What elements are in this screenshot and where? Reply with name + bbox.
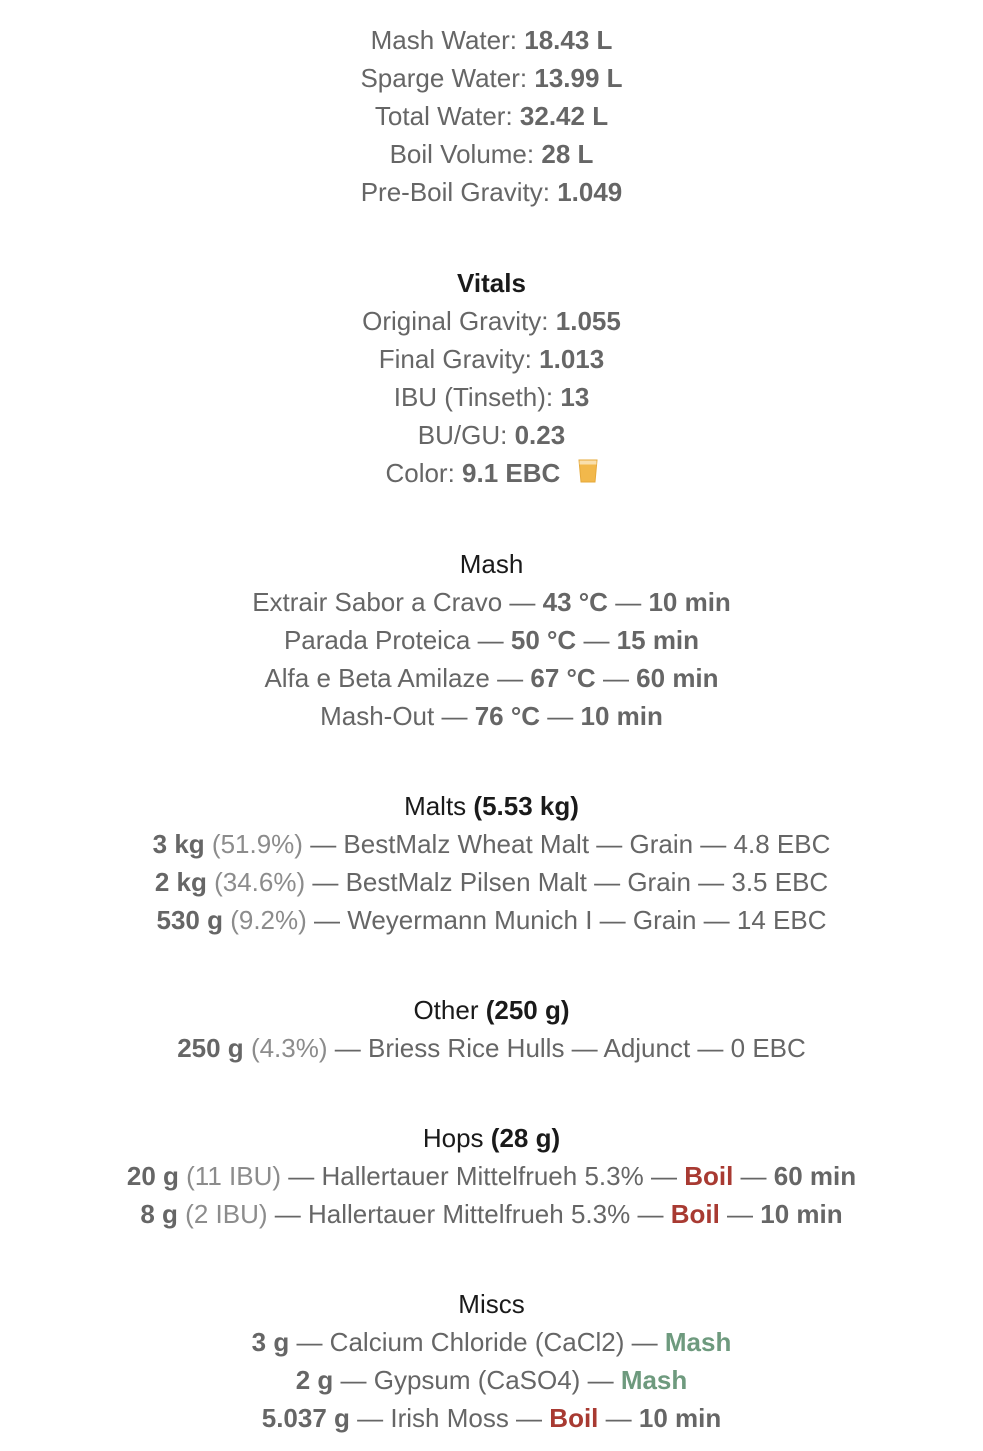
mash-step-time: 60 min [636,663,719,693]
ibu-label: IBU (Tinseth): [393,382,554,412]
hops-total: (28 g) [490,1123,561,1153]
hop-row [0,1157,983,1195]
mash-heading: Mash [459,549,524,579]
malt-row [0,901,983,939]
misc-time: 10 min [638,1403,722,1433]
hop-time: 60 min [773,1161,857,1191]
misc-row [0,1361,983,1399]
malt-percent: (9.2%) [230,905,307,935]
malt-amount: 2 kg [154,867,207,897]
malt-details: — Weyermann Munich I — Grain — 14 EBC [314,905,827,935]
beer-glass-icon [578,458,598,484]
mash-water-label: Mash Water: [370,25,517,55]
mash-step-row [0,697,983,735]
mash-step-time: 10 min [648,587,731,617]
separator: — [583,625,610,655]
misc-amount: 5.037 g [261,1403,350,1433]
separator: — [602,663,629,693]
mash-step-name: Parada Proteica [283,625,471,655]
mash-step-temp: 67 °C [530,663,596,693]
malt-row [0,863,983,901]
hops-heading [0,1119,983,1157]
mash-step-time: 10 min [580,701,663,731]
other-title: Other [413,995,479,1025]
mash-section [0,545,983,735]
mash-step-name: Mash-Out [320,701,435,731]
malt-amount: 3 kg [152,829,205,859]
other-total: (250 g) [485,995,570,1025]
original-gravity-row [0,302,983,340]
malt-amount: 530 g [156,905,223,935]
misc-use: Mash [620,1365,688,1395]
preboil-gravity-row [0,173,983,211]
preboil-gravity-label: Pre-Boil Gravity: [360,177,550,207]
separator: — [497,663,524,693]
mash-step-row [0,659,983,697]
hop-amount: 20 g [126,1161,179,1191]
mash-water-row [0,21,983,59]
total-water-label: Total Water: [374,101,513,131]
color-label: Color: [385,458,455,488]
hop-ibu: (2 IBU) [185,1199,268,1229]
malt-percent: (51.9%) [211,829,303,859]
vitals-section [0,264,983,492]
other-heading [0,991,983,1029]
separator: — [477,625,504,655]
separator: — [727,1199,754,1229]
separator: — [441,701,468,731]
misc-name: — Irish Moss — [357,1403,543,1433]
mash-step-temp: 76 °C [474,701,541,731]
separator: — [547,701,574,731]
misc-use: Boil [549,1403,599,1433]
ibu-row [0,378,983,416]
mash-step-name: Extrair Sabor a Cravo [252,587,503,617]
boil-volume-value: 28 L [541,139,594,169]
miscs-heading: Miscs [458,1289,525,1319]
misc-use: Mash [664,1327,732,1357]
mash-step-temp: 43 °C [542,587,608,617]
hop-name: — Hallertauer Mittelfrueh 5.3% — [274,1199,664,1229]
hops-section [0,1119,983,1233]
hop-amount: 8 g [140,1199,178,1229]
separator: — [740,1161,767,1191]
vitals-heading [0,264,983,302]
malt-details: — BestMalz Wheat Malt — Grain — 4.8 EBC [310,829,831,859]
misc-name: — Calcium Chloride (CaCl2) — [296,1327,658,1357]
vitals-title: Vitals [457,268,526,298]
color-value: 9.1 EBC [462,458,561,488]
sparge-water-label: Sparge Water: [360,63,528,93]
malts-section [0,787,983,939]
boil-volume-label: Boil Volume: [389,139,535,169]
other-section [0,991,983,1067]
water-section [0,21,983,211]
misc-amount: 3 g [251,1327,290,1357]
hop-name: — Hallertauer Mittelfrueh 5.3% — [288,1161,677,1191]
hop-ibu: (11 IBU) [186,1161,281,1191]
sparge-water-value: 13.99 L [534,63,623,93]
malt-percent: (34.6%) [214,867,306,897]
original-gravity-value: 1.055 [555,306,621,336]
final-gravity-label: Final Gravity: [378,344,532,374]
hops-title: Hops [422,1123,484,1153]
other-amount: 250 g [177,1033,244,1063]
malt-row [0,825,983,863]
bugu-label: BU/GU: [417,420,508,450]
hop-time: 10 min [760,1199,843,1229]
mash-step-row [0,583,983,621]
bugu-row [0,416,983,454]
mash-step-time: 15 min [616,625,700,655]
misc-row [0,1399,983,1437]
boil-volume-row [0,135,983,173]
final-gravity-row [0,340,983,378]
malts-title: Malts [404,791,467,821]
mash-water-value: 18.43 L [524,25,613,55]
malts-heading [0,787,983,825]
other-details: — Briess Rice Hulls — Adjunct — 0 EBC [334,1033,806,1063]
bugu-value: 0.23 [514,420,566,450]
separator: — [509,587,536,617]
preboil-gravity-value: 1.049 [557,177,623,207]
total-water-row [0,97,983,135]
total-water-value: 32.42 L [519,101,609,131]
mash-step-name: Alfa e Beta Amilaze [264,663,490,693]
separator: — [615,587,642,617]
final-gravity-value: 1.013 [539,344,605,374]
hop-row [0,1195,983,1233]
misc-amount: 2 g [295,1365,334,1395]
misc-row [0,1323,983,1361]
sparge-water-row [0,59,983,97]
other-row [0,1029,983,1067]
color-row [0,454,983,492]
ibu-value: 13 [560,382,590,412]
mash-step-temp: 50 °C [510,625,577,655]
hop-use: Boil [684,1161,734,1191]
separator: — [605,1403,632,1433]
malt-details: — BestMalz Pilsen Malt — Grain — 3.5 EBC [312,867,829,897]
other-percent: (4.3%) [250,1033,328,1063]
misc-name: — Gypsum (CaSO4) — [340,1365,614,1395]
miscs-section [0,1285,983,1437]
mash-step-row [0,621,983,659]
original-gravity-label: Original Gravity: [362,306,549,336]
malts-total: (5.53 kg) [473,791,579,821]
hop-use: Boil [670,1199,720,1229]
